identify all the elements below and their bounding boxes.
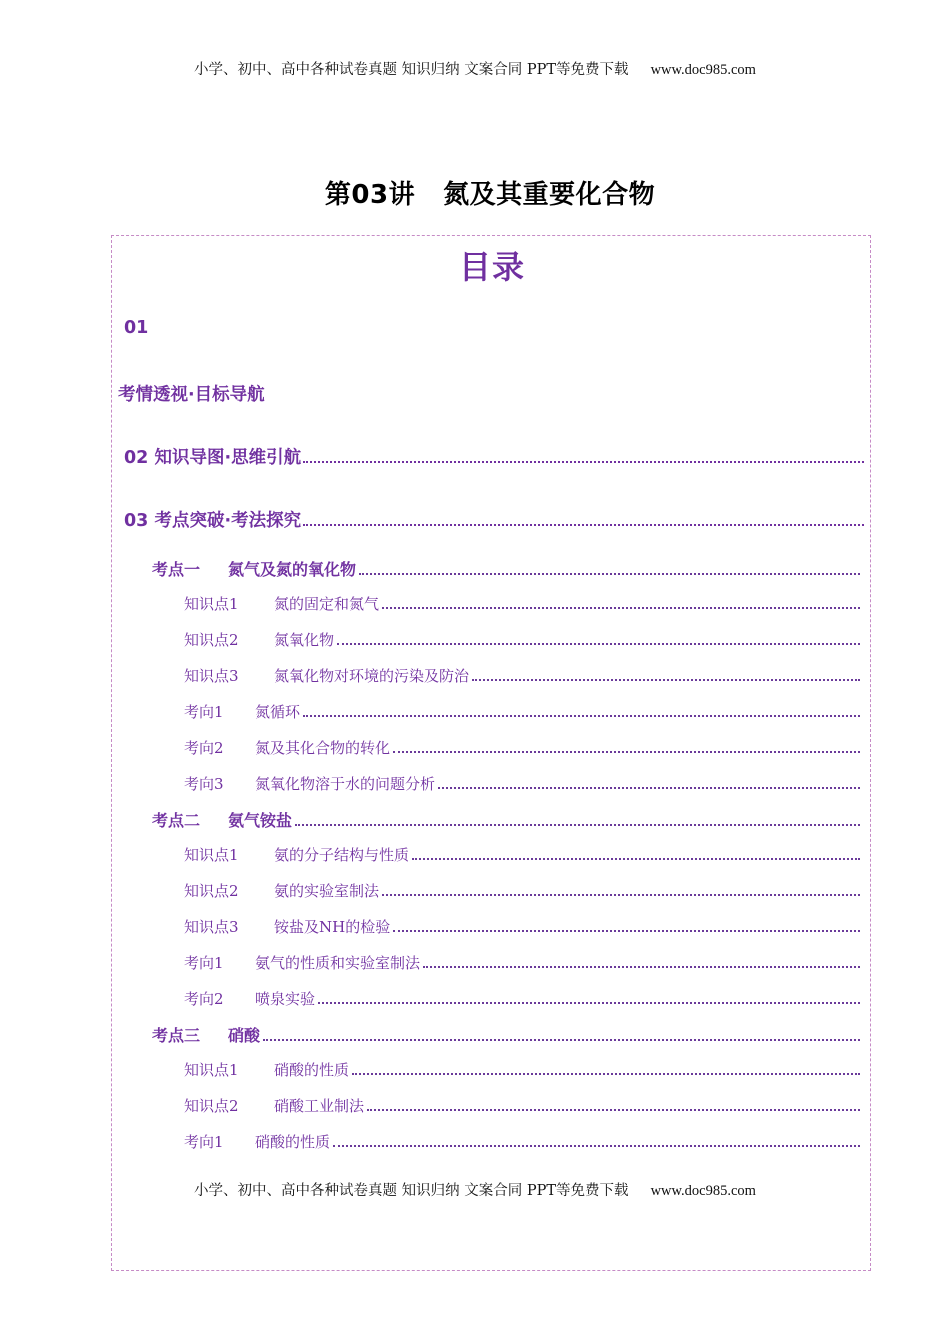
dot-leader xyxy=(382,596,860,609)
dot-leader xyxy=(263,1028,860,1041)
toc-section-1-title[interactable]: 考情透视·目标导航 xyxy=(118,385,265,405)
toc-entry-title: 氮气及氮的氧化物 xyxy=(228,560,357,579)
lecture-number: 第03讲 xyxy=(324,180,416,210)
toc-entry-label: 考向1 xyxy=(184,703,224,721)
toc-entry-title: 铵盐及NH的检验 xyxy=(274,918,391,936)
toc-entry-label: 考向1 xyxy=(184,1133,224,1151)
toc-entry-label: 考向1 xyxy=(184,954,224,972)
toc-entry-title: 硝酸工业制法 xyxy=(274,1097,365,1115)
toc-section-1-number[interactable]: 01 xyxy=(124,318,149,338)
toc-entry-title: 氮氧化物 xyxy=(274,631,335,649)
toc-section-2-title: 02 知识导图·思维引航 xyxy=(124,448,302,468)
toc-entry-title: 硝酸的性质 xyxy=(255,1133,331,1151)
toc-entry-title: 氮氧化物对环境的污染及防治 xyxy=(274,667,470,685)
dot-leader xyxy=(352,1062,860,1075)
toc-entry-zhishidian[interactable] xyxy=(184,916,860,937)
dot-leader xyxy=(423,955,860,968)
toc-heading: 目录 xyxy=(458,248,525,286)
dot-leader xyxy=(472,668,860,681)
toc-entry-label: 知识点2 xyxy=(184,1097,239,1115)
toc-entry-label: 知识点1 xyxy=(184,595,239,613)
toc-entry-zhishidian[interactable] xyxy=(184,1059,860,1080)
toc-entry-title: 硝酸的性质 xyxy=(274,1061,350,1079)
toc-entry-zhishidian[interactable] xyxy=(184,844,860,865)
toc-section-3-title: 03 考点突破·考法探究 xyxy=(124,511,302,531)
dot-leader xyxy=(337,632,860,645)
dot-leader xyxy=(367,1098,860,1111)
toc-entry-kaoxiang[interactable] xyxy=(184,701,860,722)
toc-entry-zhishidian[interactable] xyxy=(184,880,860,901)
toc-entry-kaoxiang[interactable] xyxy=(184,773,860,794)
dot-leader xyxy=(438,776,860,789)
toc-entry-label: 知识点1 xyxy=(184,1061,239,1079)
toc-entry-title: 氨的分子结构与性质 xyxy=(274,846,410,864)
dot-leader xyxy=(333,1134,860,1147)
header-text: 小学、初中、高中各种试卷真题 知识归纳 文案合同 PPT等免费下载 xyxy=(194,62,629,78)
header-site-link[interactable]: www.doc985.com xyxy=(650,62,756,78)
dot-leader xyxy=(318,991,860,1004)
toc-entry-kaodian-3[interactable] xyxy=(152,1023,860,1046)
toc-entry-zhishidian[interactable] xyxy=(184,629,860,650)
toc-entry-label: 考点三 xyxy=(152,1026,201,1045)
dot-leader xyxy=(303,704,860,717)
toc-entry-title: 氨的实验室制法 xyxy=(274,882,380,900)
toc-entry-kaoxiang[interactable] xyxy=(184,988,860,1009)
toc-entry-label: 考点二 xyxy=(152,811,201,830)
footer-site-link[interactable]: www.doc985.com xyxy=(650,1183,756,1199)
toc-entry-label: 知识点3 xyxy=(184,918,239,936)
toc-entry-kaodian-1[interactable] xyxy=(152,557,860,580)
page-title xyxy=(0,174,950,211)
dot-leader xyxy=(359,562,860,575)
toc-entry-label: 知识点1 xyxy=(184,846,239,864)
toc-entry-title: 氮的固定和氮气 xyxy=(274,595,380,613)
dot-leader xyxy=(382,883,860,896)
toc-entry-kaoxiang[interactable] xyxy=(184,1131,860,1152)
page-header xyxy=(0,58,950,79)
lecture-topic: 氮及其重要化合物 xyxy=(443,180,656,210)
toc-entry-title: 氨气铵盐 xyxy=(228,811,293,830)
dot-leader xyxy=(393,919,860,932)
toc-entry-label: 考点一 xyxy=(152,560,201,579)
footer-text: 小学、初中、高中各种试卷真题 知识归纳 文案合同 PPT等免费下载 xyxy=(194,1183,629,1199)
toc-entry-label: 知识点2 xyxy=(184,631,239,649)
toc-entry-kaoxiang[interactable] xyxy=(184,737,860,758)
toc-entry-title: 氮循环 xyxy=(255,703,301,721)
dot-leader xyxy=(412,847,860,860)
toc-entry-kaoxiang[interactable] xyxy=(184,952,860,973)
toc-section-2[interactable] xyxy=(124,444,864,469)
toc-entry-label: 知识点3 xyxy=(184,667,239,685)
toc-entry-label: 考向2 xyxy=(184,739,224,757)
dot-leader xyxy=(393,740,860,753)
dot-leader xyxy=(303,449,864,463)
page-footer xyxy=(0,1179,950,1200)
dot-leader xyxy=(295,813,860,826)
toc-section-3[interactable] xyxy=(124,507,864,532)
dot-leader xyxy=(303,512,864,526)
toc-entry-title: 硝酸 xyxy=(228,1026,261,1045)
toc-entry-title: 氨气的性质和实验室制法 xyxy=(255,954,421,972)
toc-entry-zhishidian[interactable] xyxy=(184,593,860,614)
toc-entry-title: 喷泉实验 xyxy=(255,990,316,1008)
toc-entry-label: 考向2 xyxy=(184,990,224,1008)
toc-entry-title: 氮及其化合物的转化 xyxy=(255,739,391,757)
toc-entry-label: 知识点2 xyxy=(184,882,239,900)
toc-entry-kaodian-2[interactable] xyxy=(152,808,860,831)
toc-entry-label: 考向3 xyxy=(184,775,224,793)
toc-entry-zhishidian[interactable] xyxy=(184,1095,860,1116)
toc-entry-title: 氮氧化物溶于水的问题分析 xyxy=(255,775,436,793)
toc-entry-zhishidian[interactable] xyxy=(184,665,860,686)
table-of-contents xyxy=(111,235,871,1271)
